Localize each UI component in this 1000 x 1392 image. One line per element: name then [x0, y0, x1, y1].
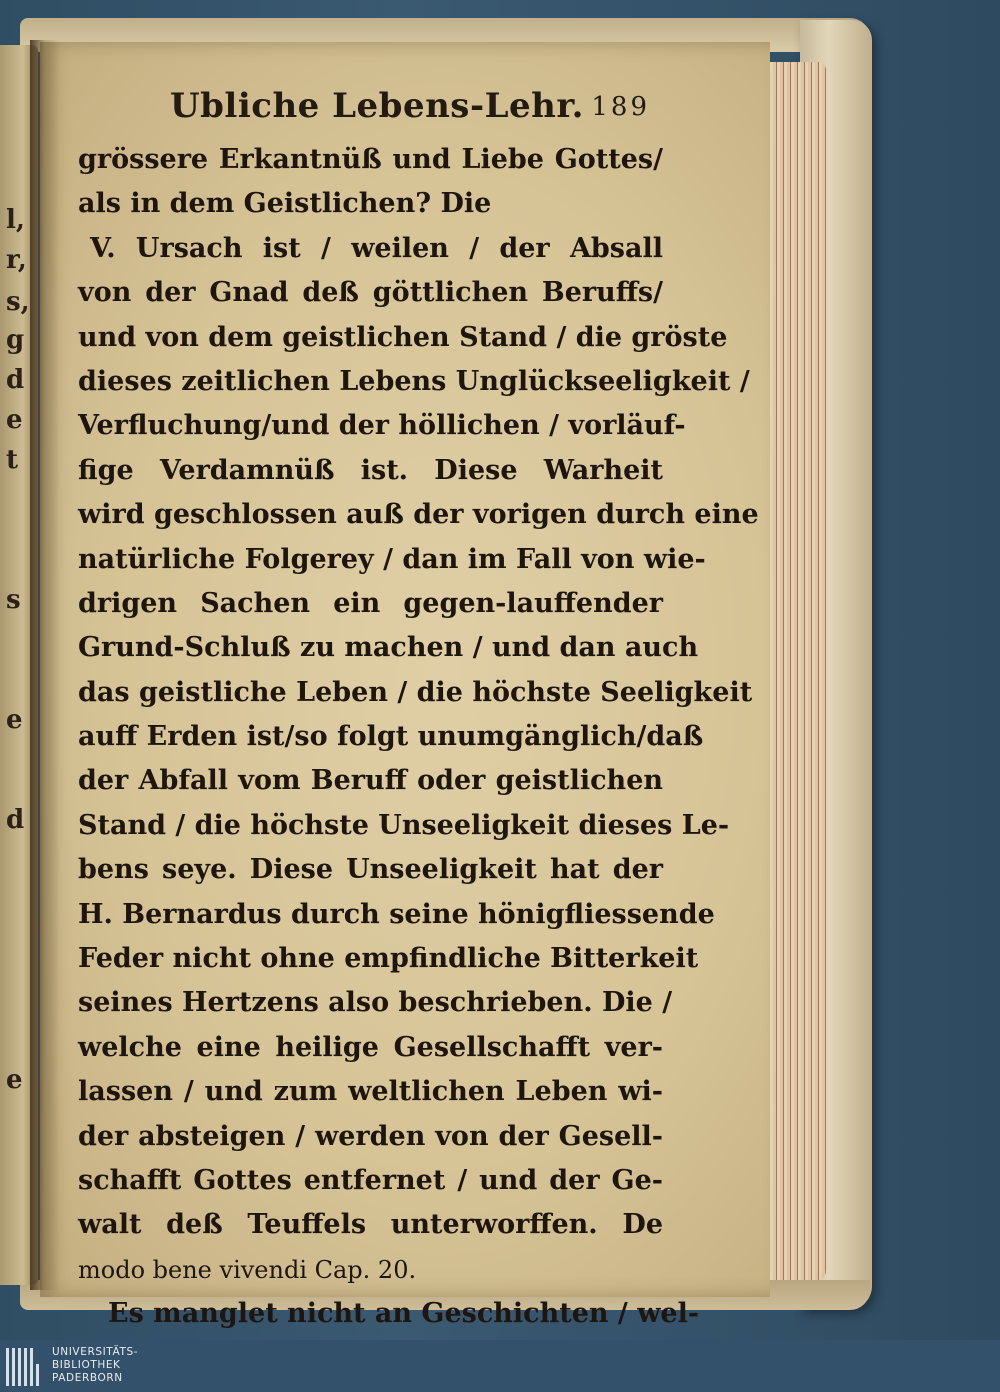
- margin-fragment: e: [6, 1065, 23, 1095]
- margin-fragment: g: [6, 325, 25, 355]
- margin-fragment: r,: [6, 245, 27, 275]
- library-name-line: PADERBORN: [52, 1372, 123, 1384]
- library-name-line: BIBLIOTHEK: [52, 1359, 121, 1371]
- text-line: walt deß Teuffels unterworffen. De: [78, 1209, 663, 1241]
- text-line: Es manglet nicht an Geschichten / wel-: [108, 1298, 700, 1330]
- text-line: natürliche Folgerey / dan im Fall von wie-: [78, 543, 706, 575]
- library-footer: [0, 1340, 1000, 1392]
- text-line: auff Erden ist/so folgt unumgänglich/daß: [78, 721, 704, 753]
- library-name-line: UNIVERSITÄTS-: [52, 1346, 139, 1358]
- text-line: dieses zeitlichen Lebens Unglückseeligkeit /: [78, 365, 750, 397]
- body-text: [78, 138, 759, 1381]
- text-line: seines Hertzens also beschrieben. Die /: [78, 987, 673, 1019]
- gutter-shadow: [30, 40, 60, 1290]
- text-line: Feder nicht ohne empfindliche Bitterkeit: [78, 943, 699, 975]
- margin-fragment: l,: [6, 205, 25, 235]
- text-line: der Abfall vom Beruff oder geistlichen: [78, 765, 663, 797]
- library-name: [52, 1346, 138, 1385]
- text-line: welche eine heilige Gesellschafft ver-: [78, 1031, 663, 1063]
- text-line: V. Ursach ist / weilen / der Absall: [90, 232, 663, 264]
- text-line: von der Gnad deß göttlichen Beruffs/: [78, 277, 663, 309]
- text-line: wird geschlossen auß der vorigen durch eine: [78, 499, 759, 531]
- margin-fragment: e: [6, 705, 23, 735]
- margin-fragment: d: [6, 365, 25, 395]
- margin-fragment: t: [6, 445, 19, 475]
- text-line: lassen / und zum weltlichen Leben wi-: [78, 1076, 663, 1108]
- text-line: und von dem geistlichen Stand / die gröste: [78, 321, 728, 353]
- text-line: drigen Sachen ein gegen-lauffender: [78, 587, 663, 619]
- page-edges: [766, 62, 826, 1284]
- page-number: 189: [591, 92, 650, 122]
- text-line: H. Bernardus durch seine hönigfliessende: [78, 898, 715, 930]
- running-head: [170, 82, 650, 132]
- text-line: Verfluchung/und der höllichen / vorläuf-: [78, 410, 686, 442]
- running-title: Ubliche Lebens-Lehr.: [170, 86, 584, 126]
- library-logo-icon: [6, 1348, 42, 1386]
- margin-fragment: s,: [6, 287, 30, 317]
- margin-fragment: e: [6, 405, 23, 435]
- text-line: modo bene vivendi Cap. 20.: [78, 1255, 417, 1284]
- text-line: der absteigen / werden von der Gesell-: [78, 1120, 663, 1152]
- text-line: grössere Erkantnüß und Liebe Gottes/: [78, 144, 663, 175]
- text-line: das geistliche Leben / die höchste Seeligkeit: [78, 676, 753, 708]
- text-line: als in dem Geistlichen? Die: [78, 188, 492, 220]
- text-line: bens seye. Diese Unseeligkeit hat der: [78, 854, 663, 886]
- text-line: schafft Gottes entfernet / und der Ge-: [78, 1164, 663, 1196]
- text-line: Stand / die höchste Unseeligkeit dieses Le-: [78, 809, 730, 841]
- text-line: Grund-Schluß zu machen / und dan auch: [78, 632, 699, 664]
- margin-fragment: d: [6, 805, 25, 835]
- text-line: fige Verdamnüß ist. Diese Warheit: [78, 454, 663, 486]
- margin-fragment: s: [6, 585, 21, 615]
